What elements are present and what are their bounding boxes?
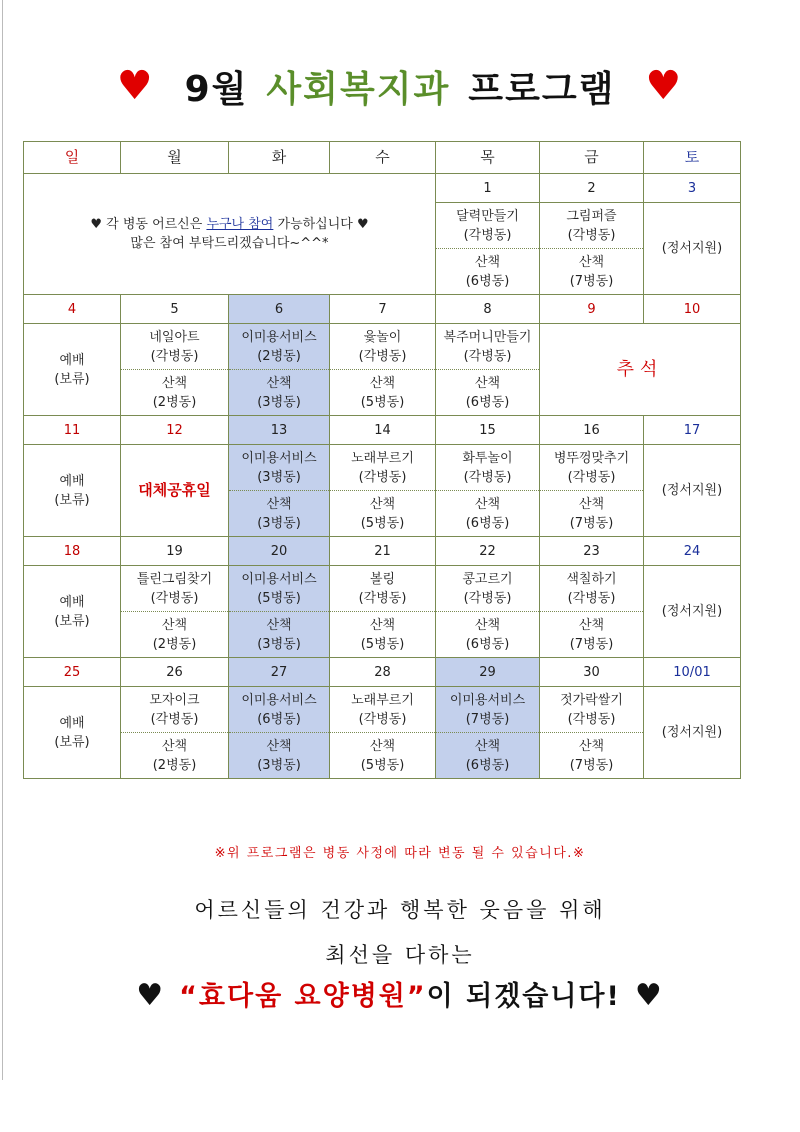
date-cell: 7 xyxy=(330,295,436,324)
week5-activity-top xyxy=(24,687,741,733)
hospital-name: “효다움 요양병원” xyxy=(179,981,427,1012)
activity-cell: 네일아트 (각병동) xyxy=(121,324,229,370)
heart-icon: ♥ xyxy=(645,63,684,109)
date-cell: 27 xyxy=(229,658,330,687)
date-cell: 17 xyxy=(644,416,741,445)
date-cell: 26 xyxy=(121,658,229,687)
date-cell: 16 xyxy=(540,416,644,445)
date-cell: 18 xyxy=(24,537,121,566)
date-cell: 13 xyxy=(229,416,330,445)
walk-cell: 산책 (5병동) xyxy=(330,370,436,416)
saturday-activity: (정서지원) xyxy=(644,687,741,779)
activity-cell: 콩고르기 (각병동) xyxy=(436,566,540,612)
date-cell: 2 xyxy=(540,174,644,203)
week1-date-row xyxy=(24,174,741,203)
walk-cell: 산책 (2병동) xyxy=(121,370,229,416)
walk-cell: 산책 (6병동) xyxy=(436,370,540,416)
sunday-worship: 예배 (보류) xyxy=(24,445,121,537)
date-cell: 23 xyxy=(540,537,644,566)
heart-icon: ♥ xyxy=(136,978,166,1013)
heart-icon: ♥ xyxy=(116,63,155,109)
date-cell: 19 xyxy=(121,537,229,566)
date-cell: 30 xyxy=(540,658,644,687)
date-cell: 15 xyxy=(436,416,540,445)
activity-cell: 이미용서비스 (6병동) xyxy=(229,687,330,733)
walk-cell: 산책 (7병동) xyxy=(540,491,644,537)
walk-cell: 산책 (6병동) xyxy=(436,612,540,658)
weekday-fri: 금 xyxy=(540,142,644,174)
activity-cell: 노래부르기 (각병동) xyxy=(330,687,436,733)
date-cell: 12 xyxy=(121,416,229,445)
date-cell: 5 xyxy=(121,295,229,324)
date-cell: 11 xyxy=(24,416,121,445)
activity-cell: 노래부르기 (각병동) xyxy=(330,445,436,491)
date-cell: 4 xyxy=(24,295,121,324)
weekday-tue: 화 xyxy=(229,142,330,174)
date-cell: 20 xyxy=(229,537,330,566)
weekday-header-row xyxy=(24,142,741,174)
activity-cell: 이미용서비스 (7병동) xyxy=(436,687,540,733)
sunday-worship: 예배 (보류) xyxy=(24,566,121,658)
activity-cell: 모자이크 (각병동) xyxy=(121,687,229,733)
sunday-worship: 예배 (보류) xyxy=(24,687,121,779)
saturday-activity: (정서지원) xyxy=(644,566,741,658)
walk-cell: 산책 (7병동) xyxy=(540,249,644,295)
title-program: 프로그램 xyxy=(468,68,616,110)
sunday-worship: 예배 (보류) xyxy=(24,324,121,416)
date-cell: 10 xyxy=(644,295,741,324)
walk-cell: 산책 (2병동) xyxy=(121,612,229,658)
activity-cell: 병뚜껑맞추기 (각병동) xyxy=(540,445,644,491)
date-cell: 10/01 xyxy=(644,658,741,687)
chuseok-holiday: 추석 xyxy=(540,324,741,416)
date-cell: 21 xyxy=(330,537,436,566)
walk-cell: 산책 (5병동) xyxy=(330,612,436,658)
activity-cell: 이미용서비스 (3병동) xyxy=(229,445,330,491)
activity-cell: 달력만들기 (각병동) xyxy=(436,203,540,249)
week5-activity-bottom xyxy=(24,733,741,779)
weekday-mon: 월 xyxy=(121,142,229,174)
weekday-sat: 토 xyxy=(644,142,741,174)
heart-icon: ♥ xyxy=(634,978,664,1013)
activity-cell: 윷놀이 (각병동) xyxy=(330,324,436,370)
date-cell: 8 xyxy=(436,295,540,324)
activity-cell: 볼링 (각병동) xyxy=(330,566,436,612)
week2-activity-top xyxy=(24,324,741,370)
note-line2: 많은 참여 부탁드리겠습니다~^^* xyxy=(130,236,329,251)
closing-line1: 어르신들의 건강과 행복한 웃음을 위해 xyxy=(194,898,606,922)
date-cell: 14 xyxy=(330,416,436,445)
walk-cell: 산책 (3병동) xyxy=(229,370,330,416)
walk-cell: 산책 (5병동) xyxy=(330,491,436,537)
title-month: 9월 xyxy=(184,68,249,110)
week4-activity-bottom xyxy=(24,612,741,658)
note-line1-link: 누구나 참여 xyxy=(206,217,274,232)
activity-cell: 이미용서비스 (5병동) xyxy=(229,566,330,612)
activity-cell: 색칠하기 (각병동) xyxy=(540,566,644,612)
date-cell: 3 xyxy=(644,174,741,203)
closing-line3 xyxy=(0,974,800,1013)
activity-cell: 이미용서비스 (2병동) xyxy=(229,324,330,370)
activity-cell: 틀린그림찾기 (각병동) xyxy=(121,566,229,612)
weekday-sun: 일 xyxy=(24,142,121,174)
date-cell: 28 xyxy=(330,658,436,687)
saturday-activity: (정서지원) xyxy=(644,203,741,295)
date-cell: 6 xyxy=(229,295,330,324)
week2-date-row xyxy=(24,295,741,324)
walk-cell: 산책 (6병동) xyxy=(436,249,540,295)
date-cell: 22 xyxy=(436,537,540,566)
date-cell: 24 xyxy=(644,537,741,566)
walk-cell: 산책 (7병동) xyxy=(540,733,644,779)
week5-date-row xyxy=(24,658,741,687)
activity-cell: 그림퍼즐 (각병동) xyxy=(540,203,644,249)
participation-note xyxy=(24,174,436,295)
date-cell: 1 xyxy=(436,174,540,203)
page-title xyxy=(0,56,800,116)
note-line1-post: 가능하십니다 ♥ xyxy=(273,217,369,232)
schedule-change-note: ※위 프로그램은 병동 사정에 따라 변동 될 수 있습니다.※ xyxy=(214,846,586,861)
walk-cell: 산책 (6병동) xyxy=(436,491,540,537)
week3-activity-top xyxy=(24,445,741,491)
walk-cell: 산책 (3병동) xyxy=(229,491,330,537)
saturday-activity: (정서지원) xyxy=(644,445,741,537)
substitute-holiday: 대체공휴일 xyxy=(121,445,229,537)
title-department: 사회복지과 xyxy=(266,68,451,110)
weekday-wed: 수 xyxy=(330,142,436,174)
activity-cell: 복주머니만들기 (각병동) xyxy=(436,324,540,370)
walk-cell: 산책 (7병동) xyxy=(540,612,644,658)
week3-date-row xyxy=(24,416,741,445)
week4-date-row xyxy=(24,537,741,566)
weekday-thu: 목 xyxy=(436,142,540,174)
week4-activity-top xyxy=(24,566,741,612)
program-calendar xyxy=(23,141,741,779)
walk-cell: 산책 (3병동) xyxy=(229,612,330,658)
date-cell: 29 xyxy=(436,658,540,687)
walk-cell: 산책 (5병동) xyxy=(330,733,436,779)
walk-cell: 산책 (2병동) xyxy=(121,733,229,779)
activity-cell: 화투놀이 (각병동) xyxy=(436,445,540,491)
walk-cell: 산책 (6병동) xyxy=(436,733,540,779)
closing-suffix: 이 되겠습니다! xyxy=(426,981,621,1012)
closing-line2: 최선을 다하는 xyxy=(325,943,475,967)
note-line1-pre: ♥ 각 병동 어르신은 xyxy=(90,217,207,232)
walk-cell: 산책 (3병동) xyxy=(229,733,330,779)
date-cell: 9 xyxy=(540,295,644,324)
date-cell: 25 xyxy=(24,658,121,687)
activity-cell: 젓가락쌀기 (각병동) xyxy=(540,687,644,733)
